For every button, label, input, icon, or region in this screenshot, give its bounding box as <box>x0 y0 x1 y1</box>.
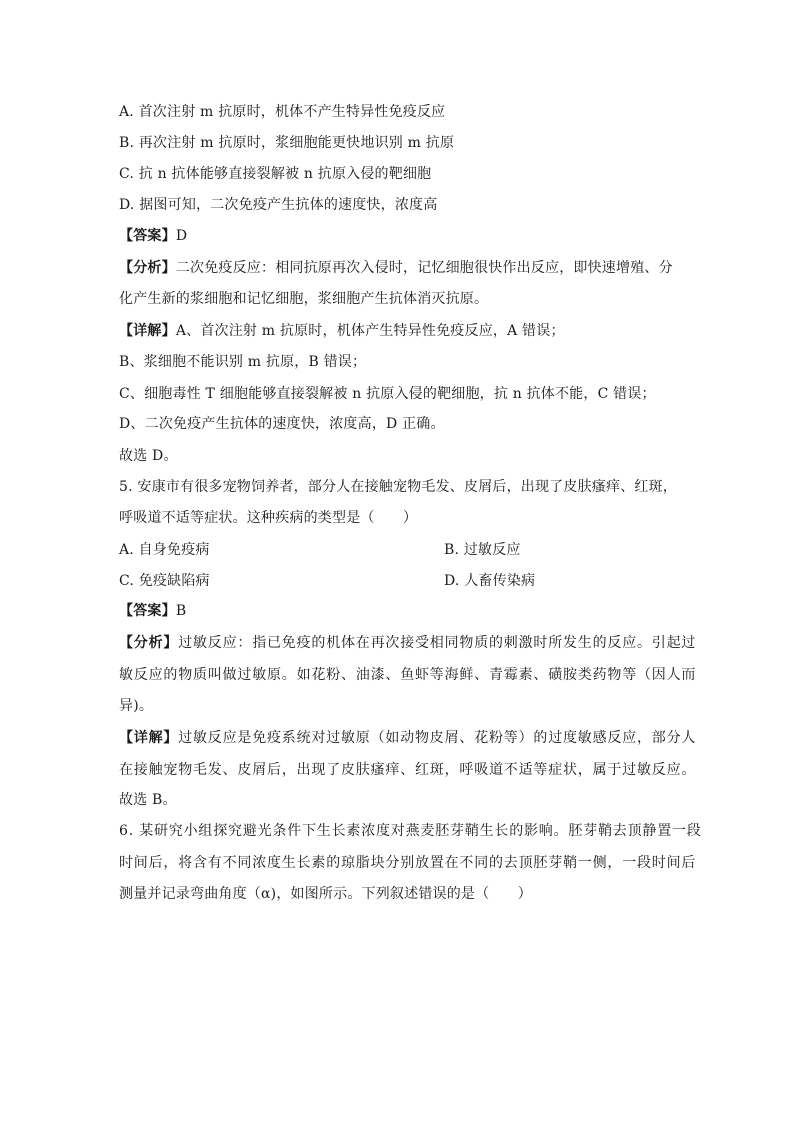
q5-conclusion: 故选 B。 <box>119 792 177 808</box>
q4-option-b: B. 再次注射 m 抗原时，浆细胞能更快地识别 m 抗原 <box>119 135 455 151</box>
q4-analysis-line-1 <box>119 258 673 278</box>
q4-analysis-line-2: 化产生新的浆细胞和记忆细胞，浆细胞产生抗体消灭抗原。 <box>119 291 489 307</box>
q4-conclusion: 故选 D。 <box>119 448 178 464</box>
q5-option-a: A. 自身免疫病 <box>119 542 210 558</box>
answer-value: D <box>175 228 188 244</box>
answer-tag: 【答案】 <box>119 603 176 619</box>
q5-option-d: D. 人畜传染病 <box>444 573 536 589</box>
q6-stem-line-3: 测量并记录弯曲角度（α)，如图所示。下列叙述错误的是（ ） <box>119 886 532 902</box>
analysis-text: 过敏反应：指已免疫的机体在再次接受相同物质的刺激时所发生的反应。引起过 <box>178 635 697 651</box>
q5-option-b: B. 过敏反应 <box>444 542 521 558</box>
q6-stem-line-2: 时间后，将含有不同浓度生长素的琼脂块分别放置在不同的去顶胚芽鞘一侧，一段时间后 <box>119 855 697 871</box>
q4-detail-line-4: D、二次免疫产生抗体的速度快，浓度高，D 正确。 <box>119 416 445 432</box>
q4-option-d: D. 据图可知，二次免疫产生抗体的速度快，浓度高 <box>119 197 438 213</box>
detail-text: 过敏反应是免疫系统对过敏原（如动物皮屑、花粉等）的过度敏感反应，部分人 <box>178 730 697 746</box>
analysis-tag: 【分析】 <box>119 260 176 276</box>
q5-analysis-line-1 <box>119 633 696 653</box>
detail-text: A、首次注射 m 抗原时，机体产生特异性免疫反应，A 错误； <box>175 323 565 339</box>
q4-detail-line-3: C、细胞毒性 T 细胞能够直接裂解被 n 抗原入侵的靶细胞，抗 n 抗体不能，C 错误； <box>119 386 656 402</box>
q4-answer <box>119 226 187 246</box>
q4-detail-line-1 <box>119 321 565 341</box>
q5-option-c: C. 免疫缺陷病 <box>119 573 210 589</box>
q4-option-c: C. 抗 n 抗体能够直接裂解被 n 抗原入侵的靶细胞 <box>119 166 432 182</box>
q5-stem-line-2: 呼吸道不适等症状。这种疾病的类型是（ ） <box>119 510 418 526</box>
analysis-tag: 【分析】 <box>119 635 179 651</box>
q5-detail-line-2: 在接触宠物毛发、皮屑后，出现了皮肤瘙痒、红斑，呼吸道不适等症状，属于过敏反应。 <box>119 762 697 778</box>
q5-answer <box>119 601 186 621</box>
q5-analysis-line-2: 敏反应的物质叫做过敏原。如花粉、油漆、鱼虾等海鲜、青霉素、磺胺类药物等（因人而 <box>119 667 697 683</box>
q5-stem-line-1: 5. 安康市有很多宠物饲养者，部分人在接触宠物毛发、皮屑后，出现了皮肤瘙痒、红斑， <box>119 479 678 495</box>
q4-detail-line-2: B、浆细胞不能识别 m 抗原，B 错误； <box>119 354 367 370</box>
q4-option-a: A. 首次注射 m 抗原时，机体不产生特异性免疫反应 <box>119 104 446 120</box>
analysis-text: 二次免疫反应：相同抗原再次入侵时，记忆细胞很快作出反应，即快速增殖、分 <box>175 260 673 276</box>
q5-analysis-line-3: 异)。 <box>119 698 154 714</box>
answer-tag: 【答案】 <box>119 228 176 244</box>
answer-value: B <box>175 603 187 619</box>
detail-tag: 【详解】 <box>119 323 176 339</box>
q5-detail-line-1 <box>119 728 696 748</box>
detail-tag: 【详解】 <box>119 730 179 746</box>
q6-stem-line-1: 6. 某研究小组探究避光条件下生长素浓度对燕麦胚芽鞘生长的影响。胚芽鞘去顶静置一段 <box>119 823 702 839</box>
